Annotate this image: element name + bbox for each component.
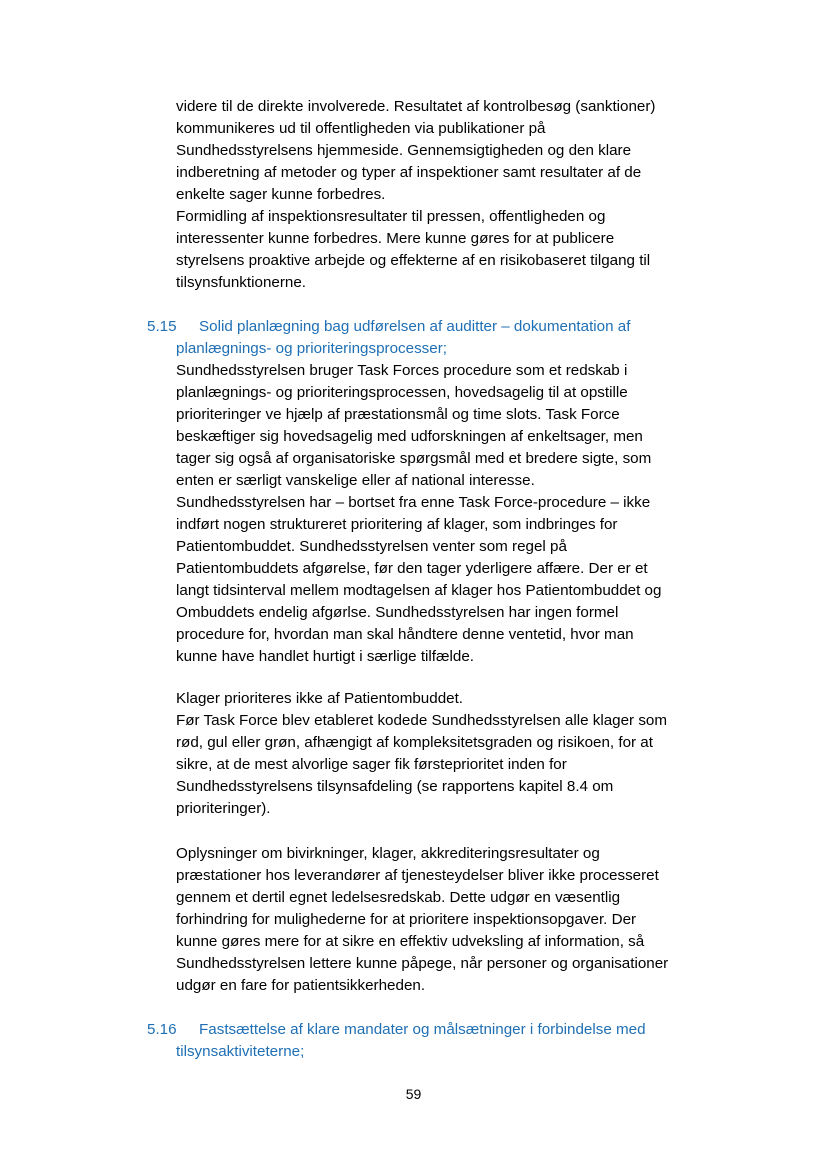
text-line: langt tidsinterval mellem modtagelsen af klager hos Patientombuddet og xyxy=(176,582,662,599)
section-title-continued: tilsynsaktiviteterne; xyxy=(176,1043,305,1060)
text-line: kunne gøres mere for at sikre en effektiv udveksling af information, så xyxy=(176,933,645,950)
text-line: prioriteringer). xyxy=(176,800,271,817)
text-line: Ombuddets endelig afgørlse. Sundhedsstyrelsen har ingen formel xyxy=(176,604,619,621)
paragraph-complaints xyxy=(176,688,736,820)
text-line: Patientombuddet. Sundhedsstyrelsen venter som regel på xyxy=(176,538,567,555)
text-line: præstationer hos leverandører af tjenesteydelser bliver ikke processeret xyxy=(176,867,659,884)
paragraph-task-force xyxy=(176,360,736,668)
text-line: Sundhedsstyrelsens hjemmeside. Gennemsigtigheden og den klare xyxy=(176,142,632,159)
text-line: gennem et dertil egnet ledelsesredskab. Dette udgør en væsentlig xyxy=(176,889,621,906)
paragraph-inspection-results xyxy=(176,96,736,294)
text-line: Klager prioriteres ikke af Patientombuddet. xyxy=(176,690,464,707)
text-line: kommunikeres ud til offentligheden via publikationer på xyxy=(176,120,546,137)
paragraph-information-exchange xyxy=(176,843,736,997)
text-line: indført nogen struktureret prioritering af klager, som indbringes for xyxy=(176,516,618,533)
text-line: Sundhedsstyrelsens tilsynsafdeling (se rapportens kapitel 8.4 om xyxy=(176,778,614,795)
text-line: Sundhedsstyrelsen bruger Task Forces procedure som et redskab i xyxy=(176,362,628,379)
text-line: planlægnings- og prioriteringsprocessen, hovedsagelig til at opstille xyxy=(176,384,628,401)
text-line: rød, gul eller grøn, afhængigt af kompleksitetsgraden og risikoen, for at xyxy=(176,734,653,751)
text-line: Formidling af inspektionsresultater til pressen, offentligheden og xyxy=(176,208,606,225)
section-number: 5.16 xyxy=(147,1021,177,1038)
text-line: enten er særligt vanskelige eller af national interesse. xyxy=(176,472,535,489)
section-title: Solid planlægning bag udførelsen af auditter – dokumentation af xyxy=(199,318,631,335)
text-line: beskæftiger sig hovedsagelig med udforskningen af enkeltsager, men xyxy=(176,428,643,445)
text-line: Patientombuddets afgørelse, før den tager yderligere affære. Der er et xyxy=(176,560,648,577)
text-line: forhindring for mulighederne for at prioritere inspektionsopgaver. Der xyxy=(176,911,637,928)
text-line: interessenter kunne forbedres. Mere kunne gøres for at publicere xyxy=(176,230,615,247)
text-line: sikre, at de mest alvorlige sager fik førsteprioritet inden for xyxy=(176,756,567,773)
text-line: tager sig også af organisatoriske spørgsmål med et bredere sigte, som xyxy=(176,450,652,467)
section-heading-5-15 xyxy=(147,316,747,360)
text-line: kunne have handlet hurtigt i særlige tilfælde. xyxy=(176,648,475,665)
text-line: Oplysninger om bivirkninger, klager, akkrediteringsresultater og xyxy=(176,845,600,862)
text-line: enkelte sager kunne forbedres. xyxy=(176,186,386,203)
section-title-continued: planlægnings- og prioriteringsprocesser; xyxy=(176,340,447,357)
text-line: Før Task Force blev etableret kodede Sundhedsstyrelsen alle klager som xyxy=(176,712,668,729)
section-number: 5.15 xyxy=(147,318,177,335)
text-line: procedure for, hvordan man skal håndtere denne ventetid, hvor man xyxy=(176,626,634,643)
text-line: styrelsens proaktive arbejde og effekterne af en risikobaseret tilgang til xyxy=(176,252,651,269)
page-number: 59 xyxy=(405,1086,422,1102)
text-line: Sundhedsstyrelsen lettere kunne påpege, når personer og organisationer xyxy=(176,955,669,972)
text-line: tilsynsfunktionerne. xyxy=(176,274,307,291)
section-heading-5-16 xyxy=(147,1019,747,1063)
text-line: prioriteringer ve hjælp af præstationsmål og time slots. Task Force xyxy=(176,406,620,423)
text-line: indberetning af metoder og typer af inspektioner samt resultater af de xyxy=(176,164,642,181)
text-line: Sundhedsstyrelsen har – bortset fra enne Task Force-procedure – ikke xyxy=(176,494,651,511)
text-line: videre til de direkte involverede. Resultatet af kontrolbesøg (sanktioner) xyxy=(176,98,656,115)
text-line: udgør en fare for patientsikkerheden. xyxy=(176,977,426,994)
section-title: Fastsættelse af klare mandater og målsætninger i forbindelse med xyxy=(199,1021,646,1038)
